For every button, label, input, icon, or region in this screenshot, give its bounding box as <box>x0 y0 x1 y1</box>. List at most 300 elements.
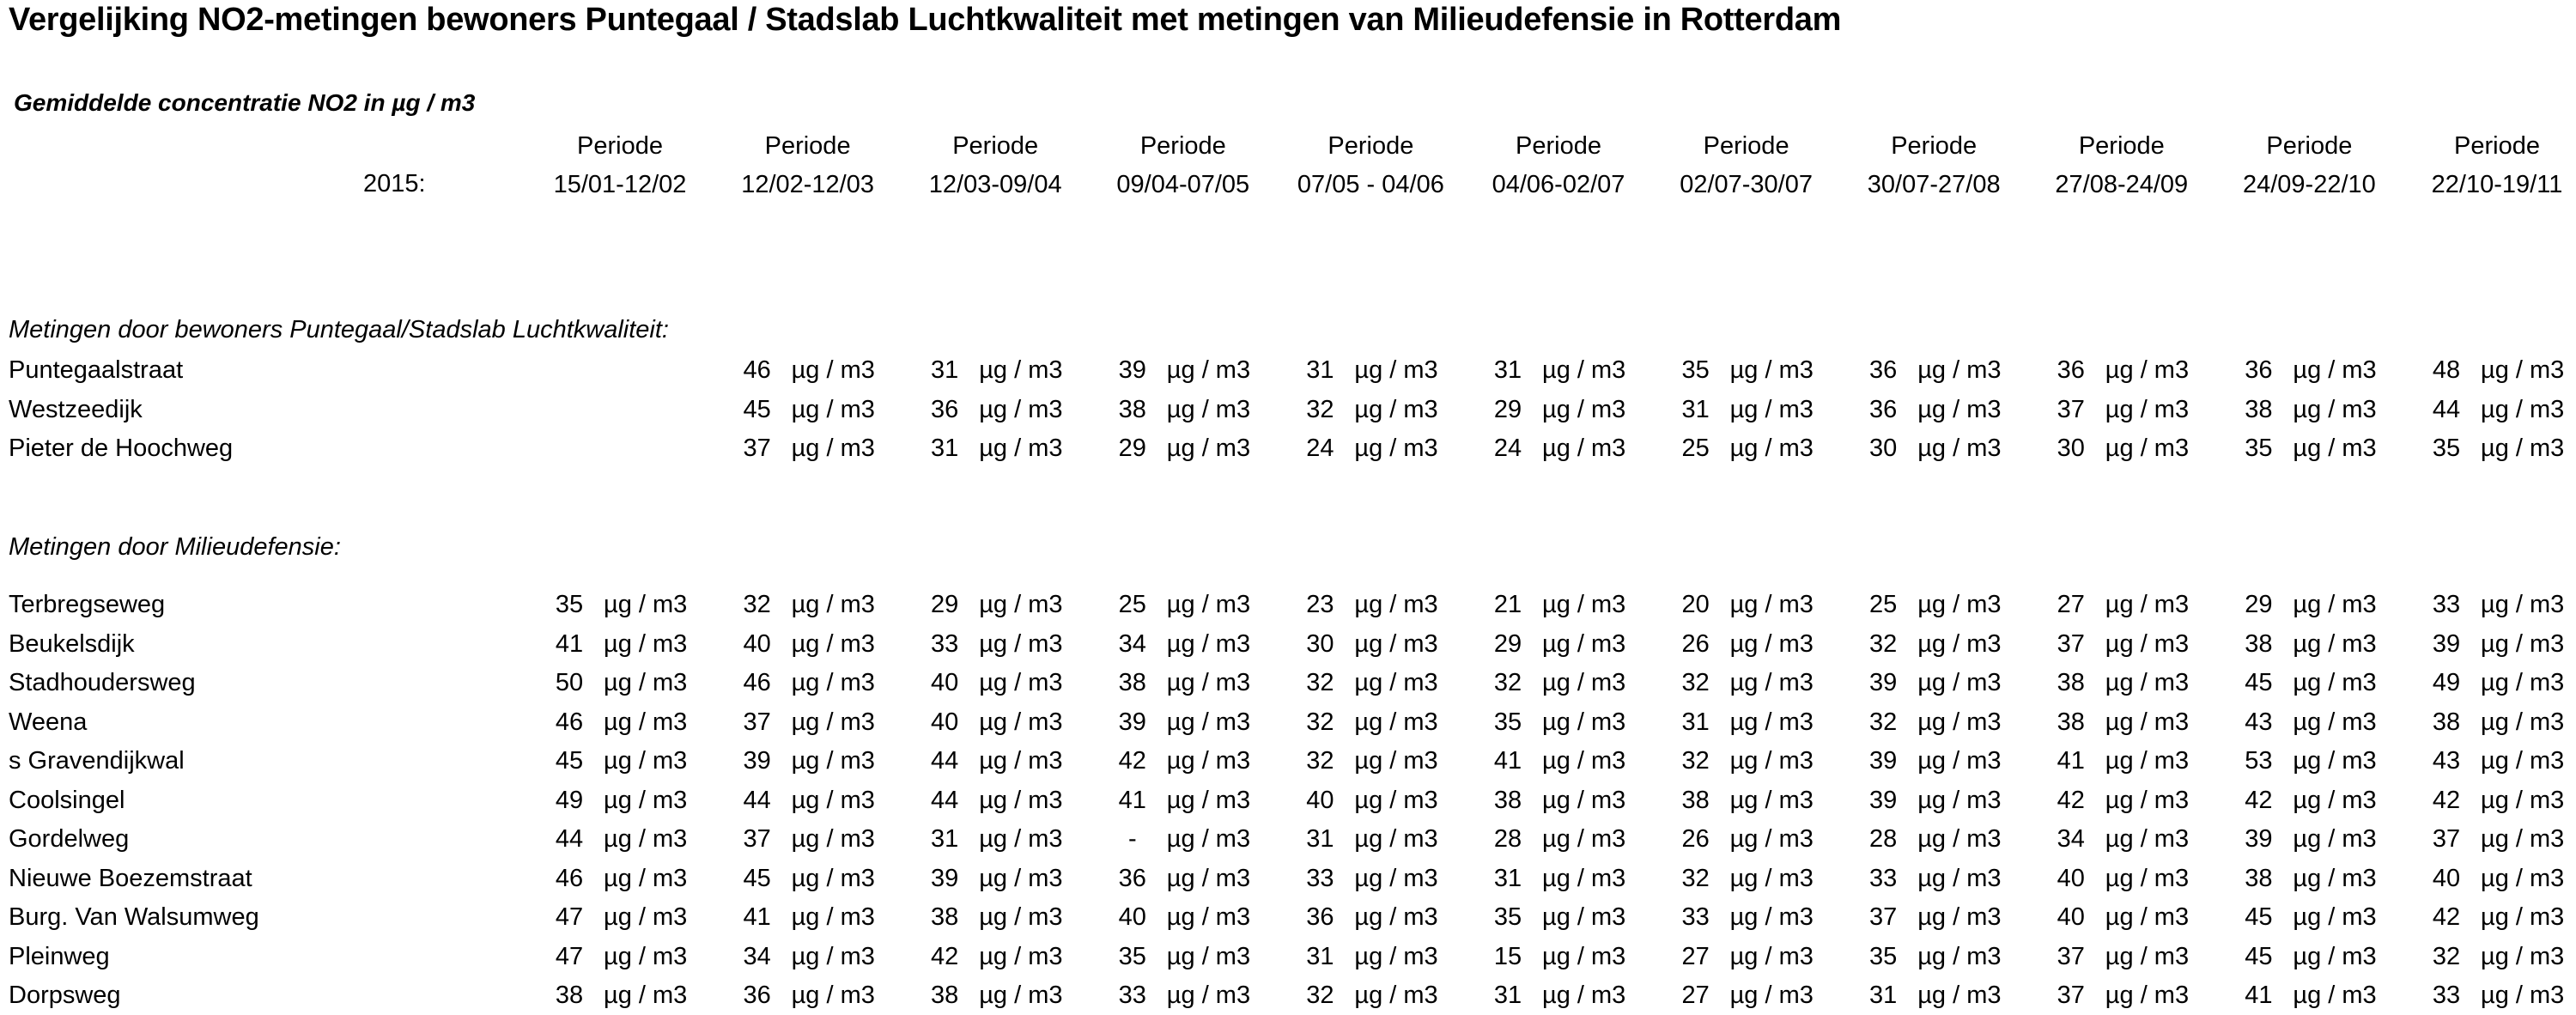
measurement-unit: µg / m3 <box>1542 747 1626 775</box>
measurement-value: 37 <box>2057 629 2085 658</box>
table-row <box>0 586 2576 624</box>
measurement-cell <box>2236 898 2423 937</box>
table-subtitle: Gemiddelde concentratie NO2 in µg / m3 <box>14 89 476 116</box>
measurement-unit: µg / m3 <box>2481 395 2565 423</box>
measurement-cell <box>1861 976 2048 1015</box>
measurement-cell <box>2424 742 2576 781</box>
measurement-unit: µg / m3 <box>1917 708 2002 736</box>
measurement-unit: µg / m3 <box>1542 942 1626 970</box>
measurement-unit: µg / m3 <box>2105 825 2190 853</box>
measurement-unit: µg / m3 <box>1354 669 1438 696</box>
period-header <box>1280 127 1461 204</box>
measurement-value: 44 <box>931 747 959 775</box>
measurement-value: 35 <box>1681 356 1710 384</box>
measurement-unit: µg / m3 <box>791 435 875 462</box>
measurement-value: 47 <box>555 942 584 970</box>
measurement-value: 32 <box>1306 982 1334 1009</box>
period-range: 02/07-30/07 <box>1680 171 1813 198</box>
measurement-value: 31 <box>931 435 959 462</box>
measurement-cell <box>1297 586 1485 624</box>
measurement-unit: µg / m3 <box>1917 669 2002 696</box>
measurement-unit: µg / m3 <box>2481 629 2565 658</box>
measurement-unit: µg / m3 <box>1729 629 1814 658</box>
measurement-unit: µg / m3 <box>1917 825 2002 853</box>
measurement-value: 36 <box>2245 356 2273 384</box>
measurement-unit: µg / m3 <box>791 982 875 1009</box>
measurement-value: 29 <box>1493 395 1522 423</box>
measurement-cell <box>2049 781 2236 820</box>
measurement-cell <box>922 898 1109 937</box>
page-title: Vergelijking NO2-metingen bewoners Puntegaal / Stadslab Luchtkwaliteit met metingen van Milieudefensie in Rotterdam <box>9 2 1842 38</box>
measurement-value: 21 <box>1493 591 1522 618</box>
measurement-cell <box>2424 820 2576 859</box>
period-range: 04/06-02/07 <box>1492 171 1625 198</box>
location-name: Beukelsdijk <box>9 629 135 658</box>
period-label: Periode <box>577 132 663 160</box>
measurement-cell <box>1674 742 1861 781</box>
measurement-cell <box>2424 898 2576 937</box>
measurement-value: 38 <box>2245 395 2273 423</box>
measurement-value: 31 <box>1306 825 1334 853</box>
measurement-unit: µg / m3 <box>2293 825 2377 853</box>
measurement-cell <box>2049 351 2236 390</box>
measurement-unit: µg / m3 <box>1166 435 1251 462</box>
period-label: Periode <box>1516 132 1601 160</box>
section-title: Metingen door Milieudefensie: <box>9 533 341 561</box>
measurement-value: 39 <box>1869 669 1898 696</box>
measurement-value: 40 <box>1118 903 1146 931</box>
period-label: Periode <box>952 132 1039 160</box>
measurement-value: 32 <box>1681 669 1710 696</box>
measurement-unit: µg / m3 <box>1917 982 2002 1009</box>
measurement-cell <box>922 391 1109 429</box>
measurement-unit: µg / m3 <box>604 591 688 618</box>
measurement-unit: µg / m3 <box>1354 629 1438 658</box>
measurement-unit: µg / m3 <box>979 395 1063 423</box>
measurement-cell <box>2049 938 2236 976</box>
measurement-unit: µg / m3 <box>2481 903 2565 931</box>
measurement-unit: µg / m3 <box>1166 629 1251 658</box>
measurement-cell <box>1110 703 1297 742</box>
measurement-value: 31 <box>1681 395 1710 423</box>
measurement-value: 29 <box>1493 629 1522 658</box>
measurement-unit: µg / m3 <box>604 982 688 1009</box>
measurement-cell <box>735 703 922 742</box>
measurement-unit: µg / m3 <box>1166 591 1251 618</box>
location-name: Stadhoudersweg <box>9 669 196 696</box>
measurement-unit: µg / m3 <box>2105 356 2190 384</box>
measurement-value: 45 <box>743 395 771 423</box>
measurement-cell <box>2424 938 2576 976</box>
measurement-value: 40 <box>2057 864 2085 892</box>
measurement-value: 37 <box>743 435 771 462</box>
measurement-cell <box>2049 586 2236 624</box>
period-range: 09/04-07/05 <box>1116 171 1250 198</box>
measurement-value: 31 <box>1681 708 1710 736</box>
measurement-unit: µg / m3 <box>2481 982 2565 1009</box>
measurement-unit: µg / m3 <box>1917 786 2002 814</box>
measurement-cell <box>735 938 922 976</box>
measurement-unit: µg / m3 <box>2105 669 2190 696</box>
measurement-value: 30 <box>2057 435 2085 462</box>
measurement-unit: µg / m3 <box>1166 708 1251 736</box>
measurement-unit: µg / m3 <box>1166 747 1251 775</box>
measurement-value: 32 <box>1306 708 1334 736</box>
location-name: Dorpsweg <box>9 982 121 1009</box>
table-row <box>0 898 2576 937</box>
measurement-unit: µg / m3 <box>2293 864 2377 892</box>
measurement-value: 33 <box>1681 903 1710 931</box>
period-label: Periode <box>1139 132 1226 160</box>
measurement-cell <box>2236 351 2423 390</box>
period-label: Periode <box>1703 132 1789 160</box>
location-name: Puntegaalstraat <box>9 356 184 384</box>
measurement-value: 44 <box>555 825 584 853</box>
measurement-unit: µg / m3 <box>2293 591 2377 618</box>
measurement-unit: µg / m3 <box>1354 825 1438 853</box>
measurement-cell <box>1297 429 1485 468</box>
measurement-value: 37 <box>1869 903 1898 931</box>
table-row <box>0 938 2576 976</box>
measurement-value: 32 <box>1681 864 1710 892</box>
measurement-unit: µg / m3 <box>1166 786 1251 814</box>
measurement-value: 33 <box>2432 982 2461 1009</box>
measurement-unit: µg / m3 <box>1917 629 2002 658</box>
measurement-value: 33 <box>931 629 959 658</box>
table-row <box>0 664 2576 702</box>
measurement-unit: µg / m3 <box>791 825 875 853</box>
measurement-value: 34 <box>1118 629 1146 658</box>
measurement-cell <box>1110 938 1297 976</box>
measurement-value: 41 <box>743 903 771 931</box>
table-row <box>0 860 2576 898</box>
measurement-value: 33 <box>1118 982 1146 1009</box>
measurement-unit: µg / m3 <box>1729 982 1814 1009</box>
measurement-unit: µg / m3 <box>1166 903 1251 931</box>
measurement-value: 43 <box>2245 708 2273 736</box>
measurement-value: 37 <box>2432 825 2461 853</box>
measurement-unit: µg / m3 <box>1354 591 1438 618</box>
measurement-unit: µg / m3 <box>979 708 1063 736</box>
measurement-value: 24 <box>1493 435 1522 462</box>
measurement-value: 34 <box>2057 825 2085 853</box>
measurement-unit: µg / m3 <box>2293 903 2377 931</box>
measurement-cell <box>1861 781 2048 820</box>
measurement-cell <box>1485 703 1673 742</box>
measurement-unit: µg / m3 <box>1729 395 1814 423</box>
measurement-value: 31 <box>1493 864 1522 892</box>
measurement-cell <box>735 976 922 1015</box>
measurement-value: 34 <box>743 942 771 970</box>
measurement-cell <box>1674 664 1861 702</box>
measurement-value: 39 <box>1869 747 1898 775</box>
measurement-value: 32 <box>1493 669 1522 696</box>
measurement-cell <box>1674 625 1861 664</box>
measurement-unit: µg / m3 <box>1729 903 1814 931</box>
measurement-unit: µg / m3 <box>1354 786 1438 814</box>
table-row <box>0 742 2576 781</box>
measurement-cell <box>2049 391 2236 429</box>
measurement-cell <box>1861 391 2048 429</box>
measurement-value: 53 <box>2245 747 2273 775</box>
measurement-cell <box>2236 860 2423 898</box>
measurement-value: 36 <box>1869 395 1898 423</box>
measurement-unit: µg / m3 <box>2481 786 2565 814</box>
measurement-cell <box>1674 820 1861 859</box>
measurement-cell <box>2236 429 2423 468</box>
measurement-value: 37 <box>2057 942 2085 970</box>
measurement-cell <box>735 586 922 624</box>
measurement-cell <box>547 820 734 859</box>
measurement-unit: µg / m3 <box>791 747 875 775</box>
measurement-value: 38 <box>1681 786 1710 814</box>
measurement-cell <box>547 860 734 898</box>
measurement-unit: µg / m3 <box>1917 435 2002 462</box>
measurement-value: 27 <box>1681 942 1710 970</box>
measurement-unit: µg / m3 <box>979 786 1063 814</box>
measurement-value: 37 <box>2057 395 2085 423</box>
measurement-unit: µg / m3 <box>979 825 1063 853</box>
measurement-value: 35 <box>555 591 584 618</box>
measurement-unit: µg / m3 <box>2481 669 2565 696</box>
measurement-cell <box>2236 820 2423 859</box>
measurement-cell <box>1297 976 1485 1015</box>
measurement-unit: µg / m3 <box>1729 864 1814 892</box>
measurement-unit: µg / m3 <box>1542 708 1626 736</box>
period-label: Periode <box>1891 132 1978 160</box>
measurement-value: 46 <box>743 356 771 384</box>
measurement-unit: µg / m3 <box>1166 825 1251 853</box>
measurement-value: 29 <box>2245 591 2273 618</box>
measurement-unit: µg / m3 <box>1917 591 2002 618</box>
period-header <box>1468 127 1649 204</box>
measurement-cell <box>1485 976 1673 1015</box>
measurement-unit: µg / m3 <box>2293 942 2377 970</box>
measurement-value: 42 <box>2245 786 2273 814</box>
measurement-value: 39 <box>931 864 959 892</box>
measurement-value: 35 <box>2432 435 2461 462</box>
measurement-unit: µg / m3 <box>604 903 688 931</box>
measurement-cell <box>2049 976 2236 1015</box>
location-name: Coolsingel <box>9 786 125 814</box>
measurement-unit: µg / m3 <box>604 864 688 892</box>
measurement-cell <box>547 625 734 664</box>
measurement-value: 40 <box>743 629 771 658</box>
measurement-value: 43 <box>2432 747 2461 775</box>
measurement-value: 25 <box>1869 591 1898 618</box>
measurement-cell <box>922 820 1109 859</box>
measurement-unit: µg / m3 <box>791 591 875 618</box>
period-range: 07/05 - 04/06 <box>1297 171 1444 198</box>
measurement-cell <box>735 820 922 859</box>
measurement-unit: µg / m3 <box>2293 356 2377 384</box>
measurement-cell <box>1110 391 1297 429</box>
measurement-cell <box>1297 742 1485 781</box>
measurement-cell <box>735 391 922 429</box>
measurement-value: 20 <box>1681 591 1710 618</box>
measurement-cell <box>1485 938 1673 976</box>
location-name: Gordelweg <box>9 825 130 853</box>
measurement-value: 32 <box>1306 669 1334 696</box>
measurement-cell <box>2424 664 2576 702</box>
measurement-value: 24 <box>1306 435 1334 462</box>
measurement-cell <box>922 351 1109 390</box>
measurement-unit: µg / m3 <box>1542 356 1626 384</box>
measurement-value: 32 <box>1869 708 1898 736</box>
measurement-value: 39 <box>743 747 771 775</box>
measurement-cell <box>1674 781 1861 820</box>
measurement-cell <box>1674 391 1861 429</box>
measurement-unit: µg / m3 <box>1542 629 1626 658</box>
measurement-value: 35 <box>1493 903 1522 931</box>
measurement-value: 36 <box>2057 356 2085 384</box>
measurement-unit: µg / m3 <box>1354 942 1438 970</box>
measurement-value: 31 <box>931 825 959 853</box>
measurement-cell <box>1674 351 1861 390</box>
measurement-unit: µg / m3 <box>1542 395 1626 423</box>
measurement-unit: µg / m3 <box>1166 395 1251 423</box>
measurement-cell <box>2236 976 2423 1015</box>
measurement-cell <box>547 781 734 820</box>
measurement-cell <box>922 742 1109 781</box>
measurement-unit: µg / m3 <box>2481 708 2565 736</box>
location-name: Terbregseweg <box>9 591 166 618</box>
measurement-unit: µg / m3 <box>2105 435 2190 462</box>
measurement-unit: µg / m3 <box>604 708 688 736</box>
measurement-cell <box>547 898 734 937</box>
measurement-value: 39 <box>1118 708 1146 736</box>
period-label: Periode <box>764 132 851 160</box>
measurement-value: 40 <box>2432 864 2461 892</box>
measurement-value: 45 <box>2245 669 2273 696</box>
measurement-cell <box>1861 586 2048 624</box>
measurement-value: 38 <box>555 982 584 1009</box>
measurement-unit: µg / m3 <box>1166 942 1251 970</box>
measurement-value: 45 <box>2245 903 2273 931</box>
measurement-unit: µg / m3 <box>791 864 875 892</box>
measurement-unit: µg / m3 <box>1729 435 1814 462</box>
measurement-value: 44 <box>743 786 771 814</box>
measurement-cell <box>1861 820 2048 859</box>
measurement-cell <box>2049 625 2236 664</box>
measurement-cell <box>1861 860 2048 898</box>
measurement-cell <box>1674 429 1861 468</box>
period-header <box>718 127 898 204</box>
measurement-value: 29 <box>931 591 959 618</box>
measurement-cell <box>922 664 1109 702</box>
measurement-value: 36 <box>1869 356 1898 384</box>
measurement-value: 27 <box>1681 982 1710 1009</box>
measurement-unit: µg / m3 <box>2105 747 2190 775</box>
measurement-cell <box>922 703 1109 742</box>
measurement-unit: µg / m3 <box>604 669 688 696</box>
measurement-unit: µg / m3 <box>979 435 1063 462</box>
measurement-value: 25 <box>1118 591 1146 618</box>
location-name: s Gravendijkwal <box>9 747 185 775</box>
measurement-cell <box>1110 351 1297 390</box>
measurement-value: 38 <box>2057 708 2085 736</box>
measurement-unit: µg / m3 <box>2105 864 2190 892</box>
measurement-unit: µg / m3 <box>604 629 688 658</box>
measurement-value: 41 <box>555 629 584 658</box>
measurement-value: 28 <box>1493 825 1522 853</box>
period-header <box>1093 127 1273 204</box>
measurement-value: 40 <box>931 708 959 736</box>
measurement-unit: µg / m3 <box>1542 669 1626 696</box>
measurement-value: 38 <box>1118 669 1146 696</box>
measurement-cell <box>1110 860 1297 898</box>
measurement-value: 39 <box>1118 356 1146 384</box>
measurement-value: 39 <box>1869 786 1898 814</box>
measurement-value: 31 <box>1306 356 1334 384</box>
measurement-unit: µg / m3 <box>1542 982 1626 1009</box>
measurement-unit: µg / m3 <box>2105 629 2190 658</box>
measurement-cell <box>2236 625 2423 664</box>
measurement-value: 36 <box>1118 864 1146 892</box>
period-range: 27/08-24/09 <box>2055 171 2189 198</box>
measurement-cell <box>2236 781 2423 820</box>
measurement-unit: µg / m3 <box>791 942 875 970</box>
measurement-value: 42 <box>2432 903 2461 931</box>
measurement-unit: µg / m3 <box>1542 903 1626 931</box>
measurement-unit: µg / m3 <box>979 982 1063 1009</box>
measurement-value: 50 <box>555 669 584 696</box>
measurement-cell <box>1485 860 1673 898</box>
location-name: Weena <box>9 708 88 736</box>
measurement-value: 31 <box>1493 982 1522 1009</box>
measurement-unit: µg / m3 <box>791 669 875 696</box>
measurement-value: 38 <box>2432 708 2461 736</box>
period-range: 15/01-12/02 <box>553 171 687 198</box>
measurement-value: 48 <box>2432 356 2461 384</box>
period-header <box>2407 127 2576 204</box>
measurement-unit: µg / m3 <box>2481 747 2565 775</box>
measurement-cell <box>2236 703 2423 742</box>
measurement-unit: µg / m3 <box>1729 591 1814 618</box>
measurement-cell <box>2236 664 2423 702</box>
measurement-cell <box>1485 781 1673 820</box>
measurement-value: 46 <box>743 669 771 696</box>
measurement-cell <box>922 938 1109 976</box>
measurement-cell <box>1861 703 2048 742</box>
measurement-unit: µg / m3 <box>979 669 1063 696</box>
table-row <box>0 391 2576 429</box>
measurement-unit: µg / m3 <box>979 591 1063 618</box>
measurement-value: 38 <box>1493 786 1522 814</box>
measurement-unit: µg / m3 <box>791 395 875 423</box>
measurement-unit: µg / m3 <box>1917 395 2002 423</box>
measurement-cell <box>1485 742 1673 781</box>
measurement-cell <box>2049 898 2236 937</box>
period-header <box>1656 127 1837 204</box>
measurement-value: 47 <box>555 903 584 931</box>
measurement-cell <box>1297 820 1485 859</box>
measurement-cell <box>547 938 734 976</box>
measurement-value: 40 <box>2057 903 2085 931</box>
measurement-value: 29 <box>1118 435 1146 462</box>
measurement-cell <box>1297 625 1485 664</box>
measurement-unit: µg / m3 <box>1917 864 2002 892</box>
measurement-unit: µg / m3 <box>2293 435 2377 462</box>
measurement-unit: µg / m3 <box>1542 864 1626 892</box>
measurement-value: 35 <box>1869 942 1898 970</box>
measurement-value: 49 <box>555 786 584 814</box>
table-row <box>0 976 2576 1015</box>
measurement-unit: µg / m3 <box>2293 395 2377 423</box>
measurement-value: 37 <box>743 708 771 736</box>
measurement-cell <box>547 586 734 624</box>
measurement-unit: µg / m3 <box>2105 395 2190 423</box>
